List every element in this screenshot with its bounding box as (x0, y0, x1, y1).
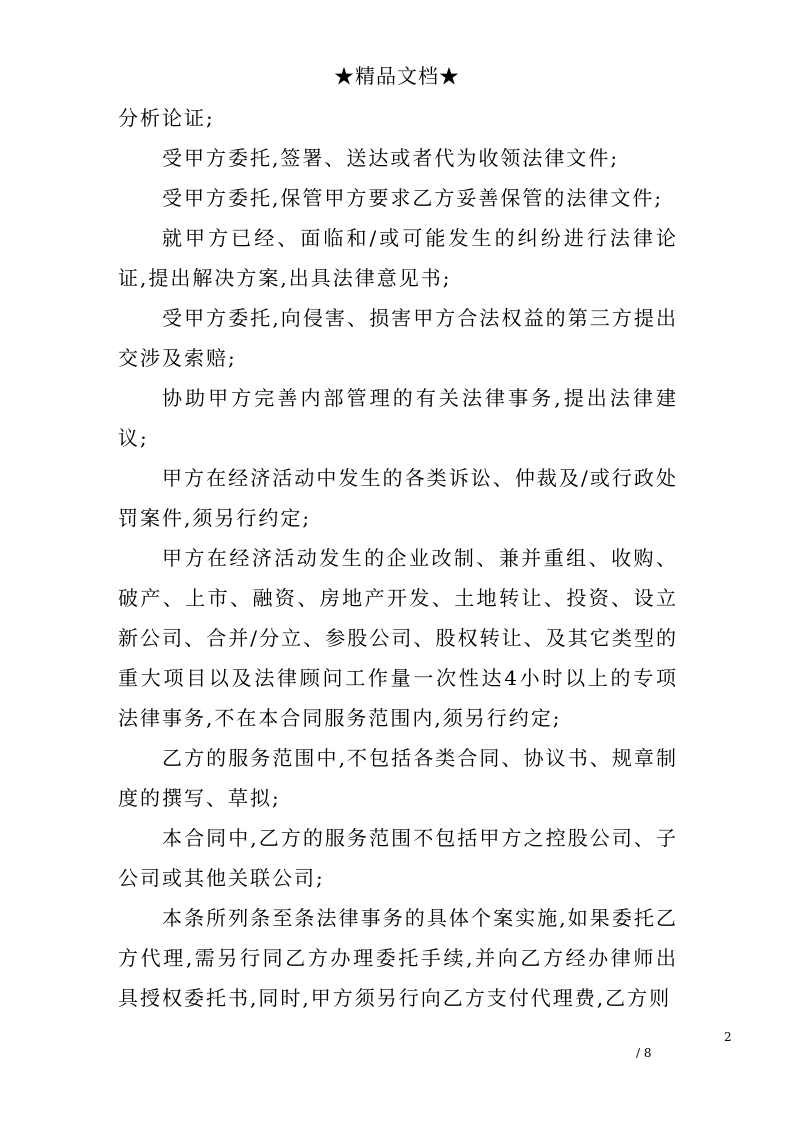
paragraph-4: 就甲方已经、面临和/或可能发生的纠纷进行法律论证,提出解决方案,出具法律意见书; (118, 226, 678, 290)
document-body (118, 98, 678, 1018)
paragraph-2: 受甲方委托,签署、送达或者代为收领法律文件; (162, 146, 620, 170)
paragraph-8: 甲方在经济活动发生的企业改制、兼并重组、收购、破产、上市、融资、房地产开发、土地转让、投资、设立新公司、合并/分立、参股公司、股权转让、及其它类型的重大项目以及法律顾问工作量一次性达4小时以上的专项法律事务,不在本合同服务范围内,须另行约定; (118, 546, 678, 730)
paragraph-11: 本条所列条至条法律事务的具体个案实施,如果委托乙方代理,需另行同乙方办理委托手续,并向乙方经办律师出具授权委托书,同时,甲方须另行向乙方支付代理费,乙方则 (118, 906, 678, 1010)
paragraph-1: 分析论证; (118, 106, 215, 130)
paragraph-7: 甲方在经济活动中发生的各类诉讼、仲裁及/或行政处罚案件,须另行约定; (118, 466, 678, 530)
page-total: / 8 (636, 1046, 652, 1060)
paragraph-3: 受甲方委托,保管甲方要求乙方妥善保管的法律文件; (162, 186, 664, 210)
document-header-title: ★精品文档★ (334, 64, 460, 88)
paragraph-10: 本合同中,乙方的服务范围不包括甲方之控股公司、子公司或其他关联公司; (118, 826, 678, 890)
paragraph-5: 受甲方委托,向侵害、损害甲方合法权益的第三方提出交涉及索赔; (118, 306, 678, 370)
paragraph-9: 乙方的服务范围中,不包括各类合同、协议书、规章制度的撰写、草拟; (118, 746, 678, 810)
page-number: 2 (724, 1030, 732, 1044)
paragraph-6: 协助甲方完善内部管理的有关法律事务,提出法律建议; (118, 386, 678, 450)
